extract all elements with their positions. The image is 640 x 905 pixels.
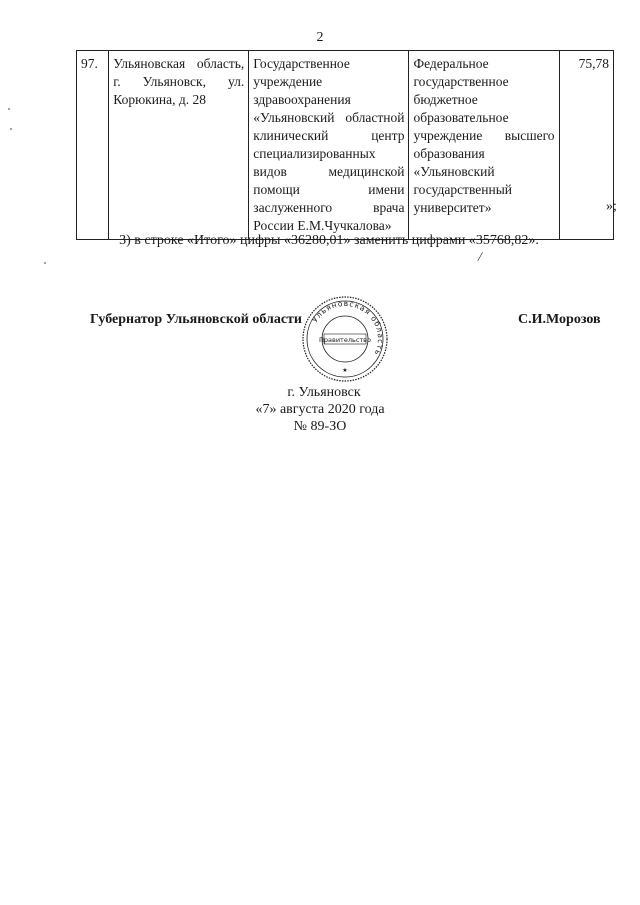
document-table [76, 50, 614, 240]
document-footer [0, 384, 640, 435]
table-row [77, 51, 614, 240]
scan-speck [44, 262, 46, 264]
row-organization: Федеральное государственное бюджетное образовательное учреждение высшего образования «Ульяновский государственный университет» [409, 51, 559, 240]
row-institution: Государственное учреждение здравоохранения «Ульяновский областной клинический центр специализированных видов медицинской помощи имени заслуженного врача России Е.М.Чучкалова» [249, 51, 409, 240]
footer-number: № 89-ЗО [293, 419, 347, 434]
signer-name: С.И.Морозов [518, 312, 601, 327]
page-number: 2 [316, 30, 324, 45]
row-address: Ульяновская область, г. Ульяновск, ул. Корюкина, д. 28 [109, 51, 249, 240]
signer-title: Губернатор Ульяновской области [90, 312, 302, 327]
amendment-text: 3) в строке «Итого» цифры «36280,01» заменить цифрами «35768,82». [119, 233, 539, 248]
row-closing-quote: »; [606, 199, 617, 214]
footer-date: «7» августа 2020 года [255, 402, 385, 417]
footer-city: г. Ульяновск [287, 385, 361, 400]
seal-ring-text: Ульяновская область [310, 298, 386, 358]
seal-center-text: Правительство [319, 336, 371, 344]
scan-speck [10, 128, 12, 130]
row-number: 97. [77, 51, 109, 240]
svg-text:★: ★ [342, 367, 348, 374]
svg-text:Ульяновская область [310, 299, 385, 357]
row-value: 75,78 [559, 51, 613, 240]
scan-speck [8, 108, 10, 110]
stray-mark: / [476, 249, 484, 266]
official-seal-icon [300, 294, 390, 384]
